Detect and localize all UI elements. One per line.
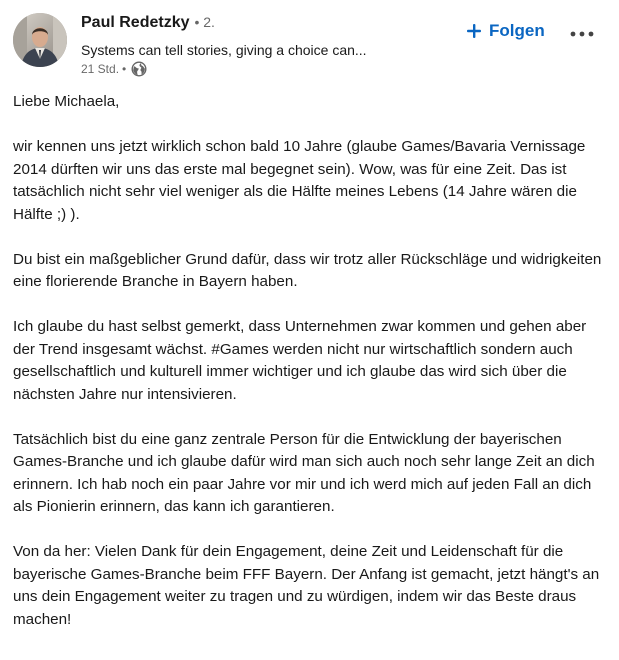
- post-paragraph: Liebe Michaela,: [13, 93, 120, 110]
- avatar-photo: [13, 13, 67, 67]
- post-paragraph: Tatsächlich bist du eine ganz zentrale Person für die Entwicklung der bayerischen Games-Branche und ich glaube dafür wird man sich auch noch sehr lange Zeit an dich erinnern. Ich hab noch ein paar Jahre vor mir und ich werd mich auf jeden Fall an dich als Pionierin erinnern, das kann ich garantieren.: [13, 430, 595, 515]
- author-meta: [81, 14, 461, 77]
- author-name-line: [81, 14, 461, 36]
- post-paragraph: Von da her: Vielen Dank für dein Engagement, deine Zeit und Leidenschaft für die bayerische Games-Branche beim FFF Bayern. Der Anfang ist gemacht, jetzt hängt's an uns dein Engagement weiter zu tragen und zu würdigen, indem wir das Beste draus machen!: [13, 543, 600, 628]
- author-headline[interactable]: Systems can tell stories, giving a choice can...: [81, 42, 367, 58]
- globe-icon: [131, 61, 147, 77]
- post-paragraph: wir kennen uns jetzt wirklich schon bald 10 Jahre (glaube Games/Bavaria Vernissage 2014 dürften wir uns das erste mal begegnet sein). Wow, was für eine Zeit. Das ist tatsächlich nicht sehr viel weniger als die Hälfte meines Lebens (14 Jahre wären die Hälfte ;) ).: [13, 138, 586, 223]
- post-body: [13, 91, 608, 654]
- post-paragraph: Du bist ein maßgeblicher Grund dafür, dass wir trotz aller Rückschläge und widrigkeiten eine florierende Branche in Bayern haben.: [13, 250, 602, 290]
- post-timestamp-line: [81, 61, 461, 77]
- post-paragraph: Ich glaube du hast selbst gemerkt, dass Unternehmen zwar kommen und gehen aber der Trend insgesamt wächst. #Games werden nicht nur wirtschaftlich sondern auch gesellschaftlich und kulturell immer wichtiger und ich glaube das wird sich über die nächsten Jahre nur intensivieren.: [13, 318, 587, 403]
- avatar[interactable]: [13, 13, 67, 67]
- more-options-button[interactable]: [564, 20, 600, 48]
- author-name[interactable]: Paul Redetzky: [81, 14, 190, 31]
- follow-label: Folgen: [489, 21, 545, 40]
- post-time: 21 Std.: [81, 62, 120, 76]
- time-separator: •: [122, 62, 127, 76]
- plus-icon: [465, 22, 483, 40]
- post-header: [0, 0, 619, 90]
- connection-degree: • 2.: [194, 14, 215, 30]
- follow-button[interactable]: [461, 17, 549, 45]
- more-dots-icon: [569, 25, 595, 43]
